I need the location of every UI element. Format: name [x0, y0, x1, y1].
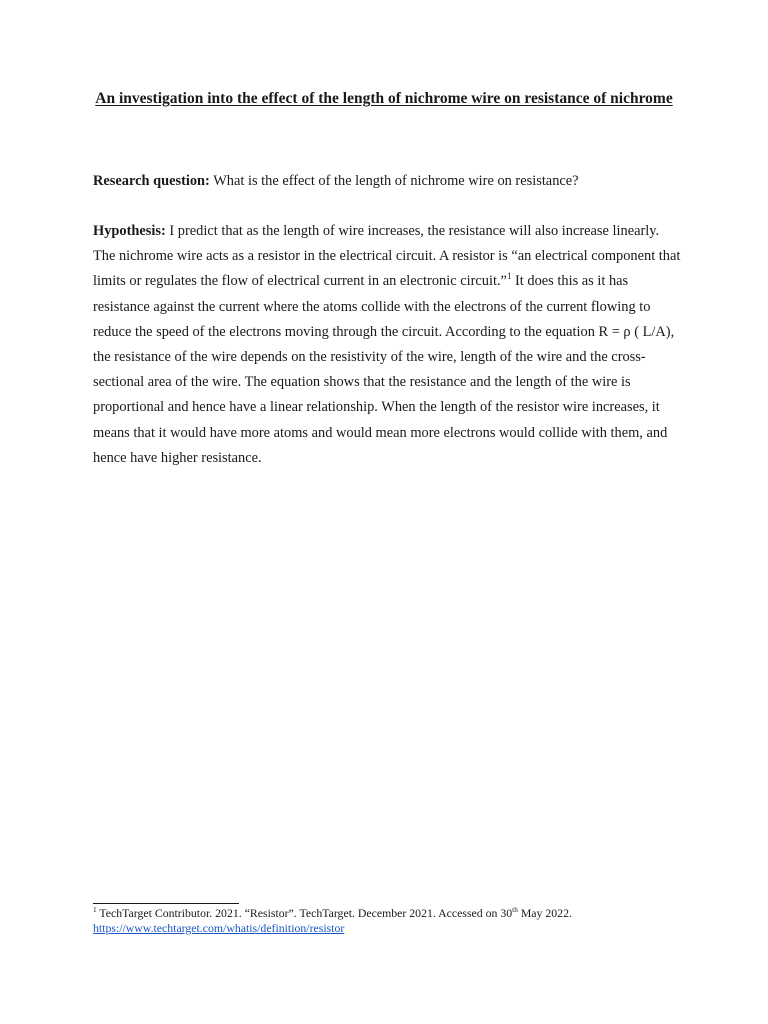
footnote-reference[interactable]: 1 [506, 271, 512, 282]
hypothesis-text-part2: It does this as it has resistance against the current where the atoms collide with the electrons of the current flowing to reduce the speed of the electrons moving through the circuit. According to the equation R = ρ ( L/A), the resistance of the wire depends on the resistivity of the wire, length of the wire and the cross-sectional area of the wire. The equation shows that the resistance and the length of the wire is proportional and hence have a linear relationship. When the length of the resistor wire increases, it means that it would have more atoms and would mean more electrons would collide with them, and hence have higher resistance. [93, 273, 675, 466]
document-title: An investigation into the effect of the length of nichrome wire on resistance of nichrome [95, 90, 673, 107]
hypothesis-label: Hypothesis: [93, 223, 166, 239]
footnote-link[interactable]: https://www.techtarget.com/whatis/definition/resistor [93, 921, 345, 935]
research-question-label: Research question: [93, 173, 210, 189]
hypothesis-paragraph [93, 219, 681, 471]
footnote-citation-end: May 2022. [520, 906, 572, 920]
footnote-separator [93, 903, 239, 904]
footnote-ordinal-superscript: th [512, 905, 518, 915]
footnote [93, 906, 693, 936]
hypothesis-text-part1: I predict that as the length of wire increases, the resistance will also increase linearly. The nichrome wire acts as a resistor in the electrical circuit. A resistor is “an electrical component that limits or regulates the flow of electrical current in an electronic circuit.” [93, 223, 681, 290]
research-question-paragraph [93, 169, 681, 194]
footnote-number: 1 [93, 905, 97, 915]
research-question-text: What is the effect of the length of nichrome wire on resistance? [213, 173, 579, 189]
footnote-citation-text: TechTarget Contributor. 2021. “Resistor”. TechTarget. December 2021. Accessed on 30 [99, 906, 513, 920]
